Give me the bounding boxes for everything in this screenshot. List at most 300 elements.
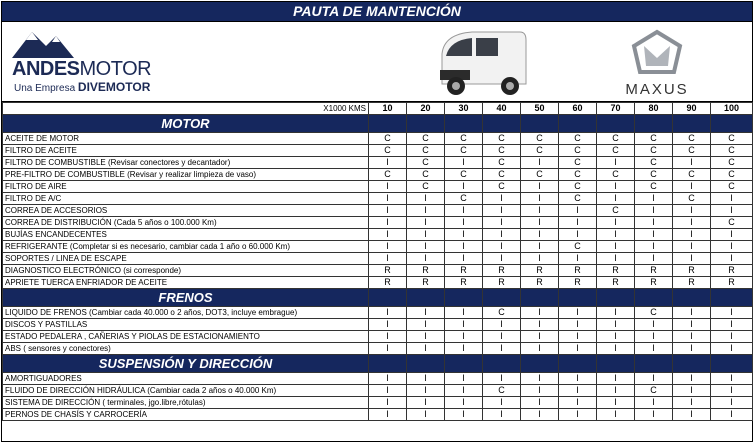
interval-cell: R xyxy=(445,265,483,277)
mountain-icon xyxy=(12,30,92,60)
interval-cell: I xyxy=(407,193,445,205)
interval-cell: I xyxy=(559,397,597,409)
section-header-cell xyxy=(597,115,635,133)
andes-subtitle: Una Empresa DIVEMOTOR xyxy=(14,80,151,94)
interval-cell: I xyxy=(445,385,483,397)
interval-cell: I xyxy=(483,331,521,343)
interval-cell: I xyxy=(597,385,635,397)
interval-cell: I xyxy=(483,253,521,265)
interval-cell: C xyxy=(445,169,483,181)
interval-cell: I xyxy=(559,343,597,355)
item-label: ABS ( sensores y conectores) xyxy=(3,343,369,355)
interval-cell: I xyxy=(711,253,753,265)
interval-cell: R xyxy=(559,265,597,277)
interval-cell: I xyxy=(711,229,753,241)
interval-cell: R xyxy=(521,265,559,277)
interval-cell: I xyxy=(483,205,521,217)
interval-cell: I xyxy=(521,397,559,409)
col-header: 20 xyxy=(407,103,445,115)
interval-cell: I xyxy=(597,181,635,193)
interval-cell: I xyxy=(369,241,407,253)
interval-cell: R xyxy=(635,277,673,289)
interval-cell: I xyxy=(635,205,673,217)
interval-cell: I xyxy=(521,241,559,253)
item-label: BUJÍAS ENCANDECENTES xyxy=(3,229,369,241)
interval-cell: I xyxy=(407,217,445,229)
page-title: PAUTA DE MANTENCIÓN xyxy=(2,2,752,22)
interval-cell: I xyxy=(673,253,711,265)
interval-cell: I xyxy=(445,253,483,265)
section-header-cell xyxy=(673,355,711,373)
interval-cell: R xyxy=(483,277,521,289)
interval-cell: I xyxy=(369,307,407,319)
interval-cell: R xyxy=(483,265,521,277)
item-label: APRIETE TUERCA ENFRIADOR DE ACEITE xyxy=(3,277,369,289)
interval-cell: C xyxy=(483,169,521,181)
interval-cell: C xyxy=(711,181,753,193)
interval-cell: I xyxy=(521,229,559,241)
interval-cell: C xyxy=(711,145,753,157)
interval-cell: I xyxy=(673,181,711,193)
interval-cell: I xyxy=(445,205,483,217)
interval-cell: C xyxy=(369,145,407,157)
interval-cell: R xyxy=(407,265,445,277)
item-label: DIAGNOSTICO ELECTRÓNICO (si corresponde) xyxy=(3,265,369,277)
interval-cell: I xyxy=(597,157,635,169)
item-label: CORREA DE ACCESORIOS xyxy=(3,205,369,217)
interval-cell: I xyxy=(445,397,483,409)
col-header: 60 xyxy=(559,103,597,115)
interval-cell: I xyxy=(673,343,711,355)
interval-cell: R xyxy=(521,277,559,289)
interval-cell: C xyxy=(597,133,635,145)
table-row xyxy=(3,133,753,145)
interval-cell: I xyxy=(521,331,559,343)
interval-cell: I xyxy=(711,373,753,385)
interval-cell: I xyxy=(445,319,483,331)
table-row xyxy=(3,169,753,181)
interval-cell: I xyxy=(445,157,483,169)
interval-cell: I xyxy=(369,217,407,229)
table-row xyxy=(3,241,753,253)
interval-cell: I xyxy=(635,193,673,205)
interval-cell: I xyxy=(483,397,521,409)
interval-cell: C xyxy=(559,241,597,253)
item-label: FILTRO DE ACEITE xyxy=(3,145,369,157)
interval-cell: I xyxy=(635,319,673,331)
interval-cell: C xyxy=(711,169,753,181)
interval-cell: I xyxy=(597,229,635,241)
andes-wordmark: ANDESMOTOR xyxy=(12,58,152,80)
interval-cell: C xyxy=(445,133,483,145)
interval-cell: I xyxy=(597,217,635,229)
interval-cell: I xyxy=(521,343,559,355)
interval-cell: I xyxy=(597,409,635,421)
interval-cell: R xyxy=(673,277,711,289)
table-row xyxy=(3,319,753,331)
interval-cell: I xyxy=(559,409,597,421)
interval-cell: I xyxy=(407,343,445,355)
section-header-cell xyxy=(483,289,521,307)
interval-cell: I xyxy=(407,253,445,265)
interval-cell: I xyxy=(369,409,407,421)
interval-cell: I xyxy=(521,205,559,217)
interval-cell: C xyxy=(559,193,597,205)
interval-cell: I xyxy=(635,409,673,421)
interval-cell: C xyxy=(635,169,673,181)
table-row xyxy=(3,373,753,385)
interval-cell: I xyxy=(711,307,753,319)
section-header-cell xyxy=(483,355,521,373)
section-header-row xyxy=(3,115,753,133)
interval-cell: I xyxy=(559,307,597,319)
section-header-cell xyxy=(597,355,635,373)
interval-cell: I xyxy=(673,397,711,409)
interval-cell: C xyxy=(369,169,407,181)
interval-cell: I xyxy=(369,385,407,397)
interval-cell: C xyxy=(483,307,521,319)
table-row xyxy=(3,409,753,421)
section-header-cell xyxy=(521,289,559,307)
interval-cell: R xyxy=(711,265,753,277)
interval-cell: I xyxy=(483,241,521,253)
col-header: 30 xyxy=(445,103,483,115)
section-header-cell xyxy=(711,355,753,373)
interval-cell: I xyxy=(711,409,753,421)
interval-cell: I xyxy=(369,343,407,355)
maxus-emblem-icon xyxy=(602,28,712,78)
interval-cell: I xyxy=(597,319,635,331)
interval-cell: I xyxy=(369,373,407,385)
interval-cell: I xyxy=(407,241,445,253)
interval-cell: C xyxy=(673,145,711,157)
interval-cell: C xyxy=(673,133,711,145)
interval-cell: I xyxy=(597,397,635,409)
section-header-cell xyxy=(711,289,753,307)
interval-cell: I xyxy=(711,319,753,331)
interval-cell: C xyxy=(711,157,753,169)
item-label: AMORTIGUADORES xyxy=(3,373,369,385)
col-header: 100 xyxy=(711,103,753,115)
interval-cell: I xyxy=(369,157,407,169)
maxus-logo xyxy=(602,28,712,98)
section-header-cell xyxy=(635,355,673,373)
interval-cell: I xyxy=(635,397,673,409)
section-title: SUSPENSIÓN Y DIRECCIÓN xyxy=(3,355,369,373)
interval-cell: C xyxy=(635,145,673,157)
interval-cell: I xyxy=(673,229,711,241)
interval-cell: C xyxy=(711,217,753,229)
interval-cell: I xyxy=(445,343,483,355)
interval-cell: I xyxy=(369,205,407,217)
interval-cell: R xyxy=(635,265,673,277)
interval-cell: C xyxy=(483,133,521,145)
section-header-row xyxy=(3,355,753,373)
section-header-cell xyxy=(369,115,407,133)
interval-cell: C xyxy=(407,181,445,193)
interval-cell: I xyxy=(483,217,521,229)
section-header-cell xyxy=(521,115,559,133)
interval-cell: C xyxy=(635,181,673,193)
interval-cell: I xyxy=(483,319,521,331)
interval-cell: C xyxy=(559,169,597,181)
col-header: 10 xyxy=(369,103,407,115)
section-header-cell xyxy=(445,115,483,133)
interval-cell: I xyxy=(407,373,445,385)
section-header-cell xyxy=(521,355,559,373)
interval-cell: I xyxy=(711,343,753,355)
section-header-cell xyxy=(407,115,445,133)
table-row xyxy=(3,343,753,355)
interval-cell: C xyxy=(597,205,635,217)
col-header: 50 xyxy=(521,103,559,115)
interval-cell: I xyxy=(521,307,559,319)
table-row xyxy=(3,157,753,169)
section-header-cell xyxy=(635,115,673,133)
interval-cell: I xyxy=(407,331,445,343)
interval-cell: I xyxy=(521,217,559,229)
interval-cell: C xyxy=(407,169,445,181)
interval-cell: I xyxy=(711,331,753,343)
interval-cell: I xyxy=(597,343,635,355)
interval-cell: I xyxy=(445,181,483,193)
table-row xyxy=(3,217,753,229)
interval-cell: C xyxy=(521,145,559,157)
section-header-cell xyxy=(673,289,711,307)
section-header-cell xyxy=(483,115,521,133)
interval-cell: I xyxy=(673,409,711,421)
interval-cell: I xyxy=(673,157,711,169)
interval-cell: C xyxy=(559,145,597,157)
interval-cell: I xyxy=(369,193,407,205)
interval-cell: C xyxy=(597,169,635,181)
interval-cell: I xyxy=(673,217,711,229)
table-row xyxy=(3,385,753,397)
col-header: 80 xyxy=(635,103,673,115)
table-row xyxy=(3,277,753,289)
col-header: 40 xyxy=(483,103,521,115)
interval-cell: I xyxy=(559,229,597,241)
section-header-cell xyxy=(445,289,483,307)
interval-cell: I xyxy=(521,373,559,385)
table-row xyxy=(3,307,753,319)
section-title: FRENOS xyxy=(3,289,369,307)
section-header-cell xyxy=(559,289,597,307)
interval-cell: I xyxy=(483,193,521,205)
interval-cell: I xyxy=(521,193,559,205)
interval-cell: I xyxy=(521,385,559,397)
section-header-cell xyxy=(635,289,673,307)
interval-cell: C xyxy=(483,145,521,157)
table-row xyxy=(3,331,753,343)
interval-cell: I xyxy=(559,331,597,343)
interval-cell: I xyxy=(711,397,753,409)
section-header-cell xyxy=(407,289,445,307)
item-label: DISCOS Y PASTILLAS xyxy=(3,319,369,331)
table-row xyxy=(3,181,753,193)
van-image xyxy=(432,26,532,98)
interval-cell: I xyxy=(673,373,711,385)
interval-cell: I xyxy=(597,241,635,253)
andes-motor-logo xyxy=(12,30,172,98)
interval-cell: I xyxy=(407,307,445,319)
interval-cell: I xyxy=(445,409,483,421)
interval-cell: I xyxy=(369,319,407,331)
interval-cell: I xyxy=(711,241,753,253)
section-header-cell xyxy=(673,115,711,133)
brand-banner xyxy=(2,22,752,102)
interval-cell: C xyxy=(483,181,521,193)
interval-cell: I xyxy=(407,229,445,241)
interval-cell: C xyxy=(559,133,597,145)
section-header-row xyxy=(3,289,753,307)
section-header-cell xyxy=(369,355,407,373)
interval-cell: C xyxy=(597,145,635,157)
interval-cell: I xyxy=(635,253,673,265)
interval-cell: I xyxy=(673,307,711,319)
interval-cell: R xyxy=(369,277,407,289)
table-row xyxy=(3,229,753,241)
interval-cell: C xyxy=(407,145,445,157)
interval-cell: I xyxy=(445,307,483,319)
col-header: 90 xyxy=(673,103,711,115)
interval-cell: C xyxy=(673,169,711,181)
interval-cell: I xyxy=(445,217,483,229)
interval-cell: C xyxy=(559,157,597,169)
interval-cell: C xyxy=(559,181,597,193)
interval-cell: C xyxy=(407,133,445,145)
table-row xyxy=(3,253,753,265)
interval-cell: I xyxy=(711,193,753,205)
table-row xyxy=(3,205,753,217)
table-body xyxy=(3,103,753,421)
maintenance-table xyxy=(2,102,753,421)
interval-cell: C xyxy=(483,157,521,169)
interval-cell: I xyxy=(483,373,521,385)
interval-cell: I xyxy=(521,409,559,421)
interval-cell: I xyxy=(635,217,673,229)
interval-cell: I xyxy=(635,331,673,343)
interval-cell: R xyxy=(673,265,711,277)
section-header-cell xyxy=(559,115,597,133)
interval-cell: I xyxy=(559,217,597,229)
section-header-cell xyxy=(407,355,445,373)
interval-cell: I xyxy=(483,343,521,355)
interval-cell: I xyxy=(673,241,711,253)
section-header-cell xyxy=(597,289,635,307)
interval-cell: I xyxy=(711,205,753,217)
interval-cell: I xyxy=(521,181,559,193)
interval-cell: I xyxy=(483,229,521,241)
table-row xyxy=(3,145,753,157)
interval-cell: I xyxy=(407,319,445,331)
interval-cell: R xyxy=(597,277,635,289)
interval-cell: C xyxy=(673,193,711,205)
interval-cell: I xyxy=(559,319,597,331)
interval-cell: C xyxy=(635,133,673,145)
interval-cell: C xyxy=(445,193,483,205)
interval-cell: I xyxy=(407,409,445,421)
interval-cell: C xyxy=(445,145,483,157)
section-header-cell xyxy=(559,355,597,373)
kms-label: X1000 KMS xyxy=(3,103,369,115)
interval-cell: I xyxy=(559,385,597,397)
interval-cell: C xyxy=(407,157,445,169)
maintenance-sheet xyxy=(1,1,753,442)
interval-cell: I xyxy=(597,253,635,265)
item-label: FLUIDO DE DIRECCIÓN HIDRÁULICA (Cambiar cada 2 años o 40.000 Km) xyxy=(3,385,369,397)
interval-cell: I xyxy=(483,409,521,421)
table-header-row xyxy=(3,103,753,115)
interval-cell: I xyxy=(673,205,711,217)
interval-cell: C xyxy=(483,385,521,397)
interval-cell: I xyxy=(407,385,445,397)
interval-cell: I xyxy=(369,253,407,265)
interval-cell: I xyxy=(369,397,407,409)
interval-cell: I xyxy=(445,241,483,253)
interval-cell: R xyxy=(445,277,483,289)
interval-cell: C xyxy=(369,133,407,145)
interval-cell: I xyxy=(407,205,445,217)
item-label: FILTRO DE A/C xyxy=(3,193,369,205)
interval-cell: R xyxy=(711,277,753,289)
table-row xyxy=(3,265,753,277)
interval-cell: I xyxy=(369,229,407,241)
interval-cell: I xyxy=(597,307,635,319)
interval-cell: C xyxy=(635,157,673,169)
interval-cell: I xyxy=(559,373,597,385)
item-label: ESTADO PEDALERA , CAÑERIAS Y PIOLAS DE ESTACIONAMIENTO xyxy=(3,331,369,343)
interval-cell: I xyxy=(559,253,597,265)
item-label: REFRIGERANTE (Completar si es necesario, cambiar cada 1 año o 60.000 Km) xyxy=(3,241,369,253)
interval-cell: I xyxy=(369,181,407,193)
item-label: SOPORTES / LINEA DE ESCAPE xyxy=(3,253,369,265)
interval-cell: I xyxy=(445,373,483,385)
item-label: PRE-FILTRO DE COMBUSTIBLE (Revisar y realizar limpieza de vaso) xyxy=(3,169,369,181)
col-header: 70 xyxy=(597,103,635,115)
item-label: PERNOS DE CHASÍS Y CARROCERÍA xyxy=(3,409,369,421)
interval-cell: I xyxy=(559,205,597,217)
interval-cell: I xyxy=(673,385,711,397)
interval-cell: C xyxy=(711,133,753,145)
interval-cell: I xyxy=(521,319,559,331)
item-label: FILTRO DE COMBUSTIBLE (Revisar conectores y decantador) xyxy=(3,157,369,169)
interval-cell: R xyxy=(369,265,407,277)
interval-cell: I xyxy=(673,331,711,343)
interval-cell: I xyxy=(635,343,673,355)
interval-cell: C xyxy=(521,133,559,145)
interval-cell: I xyxy=(711,385,753,397)
section-header-cell xyxy=(445,355,483,373)
item-label: LIQUIDO DE FRENOS (Cambiar cada 40.000 o 2 años, DOT3, incluye embrague) xyxy=(3,307,369,319)
interval-cell: R xyxy=(559,277,597,289)
item-label: FILTRO DE AIRE xyxy=(3,181,369,193)
interval-cell: I xyxy=(597,373,635,385)
interval-cell: C xyxy=(521,169,559,181)
item-label: CORREA DE DISTRIBUCIÓN (Cada 5 años o 100.000 Km) xyxy=(3,217,369,229)
interval-cell: I xyxy=(597,193,635,205)
interval-cell: I xyxy=(407,397,445,409)
maxus-wordmark: MAXUS xyxy=(625,81,689,98)
interval-cell: I xyxy=(369,331,407,343)
table-row xyxy=(3,193,753,205)
section-header-cell xyxy=(369,289,407,307)
section-title: MOTOR xyxy=(3,115,369,133)
section-header-cell xyxy=(711,115,753,133)
interval-cell: C xyxy=(635,385,673,397)
interval-cell: I xyxy=(635,241,673,253)
item-label: SISTEMA DE DIRECCIÓN ( terminales, jgo.libre,rótulas) xyxy=(3,397,369,409)
